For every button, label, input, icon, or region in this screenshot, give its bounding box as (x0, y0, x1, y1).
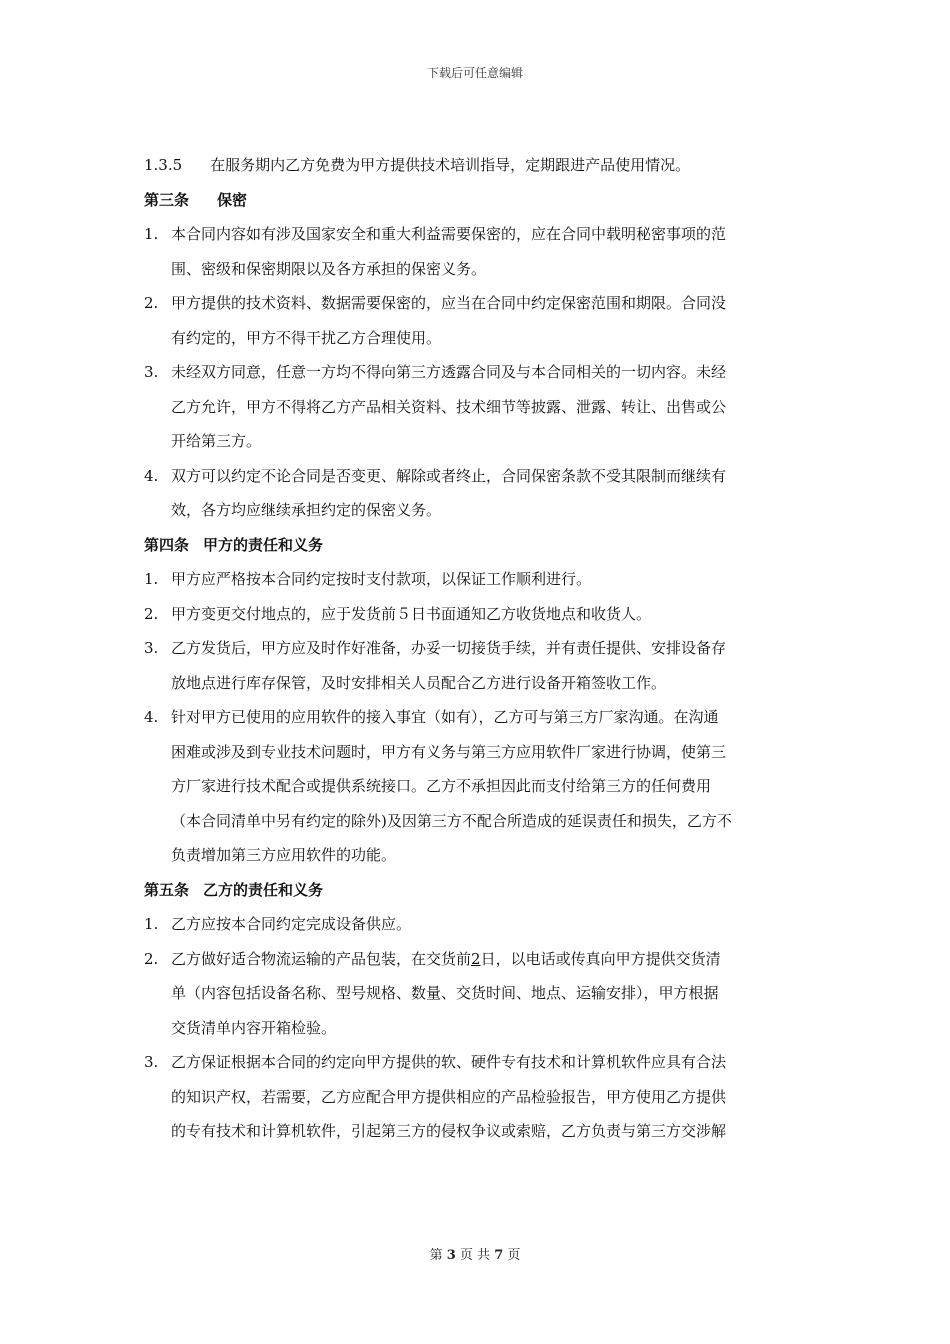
item-text: （本合同清单中另有约定的除外)及因第三方不配合所造成的延误责任和损失，乙方不 (171, 811, 732, 830)
article-4-item-2 (144, 597, 814, 632)
item-text: 负责增加第三方应用软件的功能。 (171, 846, 397, 864)
item-number: 2. (144, 294, 159, 312)
clause-1-3-5 (144, 148, 814, 183)
item-text: 的知识产权，若需要，乙方应配合甲方提供相应的产品检验报告，甲方使用乙方提供 (171, 1087, 727, 1106)
clause-number: 1.3.5 (144, 156, 183, 174)
item-text: 乙方做好适合物流运输的产品包装，在交货前 (171, 949, 472, 968)
article-3-heading (144, 183, 814, 218)
article-title: 保密 (217, 190, 248, 209)
article-number: 第五条 (144, 880, 190, 899)
page-total: 7 (494, 1248, 504, 1263)
item-number: 4. (144, 708, 159, 726)
page-number: 3 (446, 1248, 456, 1263)
delivery-days-value: 2 (471, 949, 481, 968)
footer-mid: 页 共 (459, 1248, 491, 1263)
item-text: 乙方发货后，甲方应及时作好准备，办妥一切接货手续，并有责任提供、安排设备存 (171, 639, 727, 657)
article-4-item-1 (144, 562, 814, 597)
article-5-item-3 (144, 1045, 814, 1149)
article-3-item-2 (144, 286, 814, 355)
item-number: 2. (144, 604, 159, 623)
article-number: 第四条 (144, 535, 190, 554)
item-number: 1. (144, 225, 159, 243)
article-number: 第三条 (144, 190, 190, 209)
item-text: 开给第三方。 (171, 432, 262, 450)
article-5-heading (144, 873, 814, 908)
article-3-item-1 (144, 217, 814, 286)
item-text: 针对甲方已使用的应用软件的接入事宜（如有），乙方可与第三方厂家沟通。在沟通 (171, 708, 719, 726)
item-text: 效，各方均应继续承担约定的保密义务。 (171, 501, 442, 519)
article-5-item-1 (144, 907, 814, 942)
item-text: 未经双方同意，任意一方均不得向第三方透露合同及与本合同相关的一切内容。未经 (171, 363, 727, 381)
article-4-heading (144, 528, 814, 563)
clause-text: 在服务期内乙方免费为甲方提供技术培训指导，定期跟进产品使用情况。 (210, 156, 691, 174)
item-number: 3. (144, 1053, 159, 1071)
item-text: 乙方保证根据本合同的约定向甲方提供的软、硬件专有技术和计算机软件应具有合法 (171, 1053, 727, 1071)
item-number: 1. (144, 570, 159, 588)
item-number: 3. (144, 363, 159, 381)
item-text: 困难或涉及到专业技术问题时，甲方有义务与第三方应用软件厂家进行协调，使第三 (171, 742, 727, 761)
article-3-item-3 (144, 355, 814, 459)
item-text: 甲方变更交付地点的，应于发货前５日书面通知乙方收货地点和收货人。 (171, 604, 652, 623)
item-text: 方厂家进行技术配合或提供系统接口。乙方不承担因此而支付给第三方的任何费用 (171, 777, 712, 795)
page-footer (0, 1244, 950, 1263)
footer-suffix: 页 (507, 1248, 521, 1263)
article-title: 甲方的责任和义务 (203, 535, 324, 554)
item-text: 放地点进行库存保管，及时安排相关人员配合乙方进行设备开箱签收工作。 (171, 673, 667, 692)
item-number: 3. (144, 639, 159, 657)
item-text: 围、密级和保密期限以及各方承担的保密义务。 (171, 259, 487, 278)
item-text: 日，以电话或传真向甲方提供交货清 (480, 949, 721, 968)
article-4-item-3 (144, 631, 814, 700)
item-text: 甲方应严格按本合同约定按时支付款项，以保证工作顺利进行。 (171, 570, 592, 588)
item-text: 交货清单内容开箱检验。 (171, 1018, 337, 1037)
item-text: 单（内容包括设备名称、型号规格、数量、交货时间、地点、运输安排），甲方根据 (171, 984, 719, 1002)
document-body (144, 148, 814, 1149)
item-text: 双方可以约定不论合同是否变更、解除或者终止，合同保密条款不受其限制而继续有 (171, 466, 727, 485)
page-header: 下载后可任意编辑 (426, 66, 523, 80)
item-text: 乙方允许，甲方不得将乙方产品相关资料、技术细节等披露、泄露、转让、出售或公 (171, 397, 727, 416)
item-text: 本合同内容如有涉及国家安全和重大利益需要保密的，应在合同中载明秘密事项的范 (171, 225, 727, 243)
item-text: 有约定的，甲方不得干扰乙方合理使用。 (171, 328, 442, 347)
article-4-item-4 (144, 700, 814, 873)
item-text: 甲方提供的技术资料、数据需要保密的，应当在合同中约定保密范围和期限。合同没 (171, 294, 727, 312)
article-title: 乙方的责任和义务 (203, 880, 324, 899)
item-number: 4. (144, 466, 159, 485)
item-number: 2. (144, 949, 159, 968)
item-text: 的专有技术和计算机软件，引起第三方的侵权争议或索赔，乙方负责与第三方交涉解 (171, 1122, 727, 1140)
article-5-item-2 (144, 942, 814, 1046)
item-number: 1. (144, 915, 159, 933)
item-text: 乙方应按本合同约定完成设备供应。 (171, 915, 412, 933)
footer-prefix: 第 (429, 1248, 443, 1263)
article-3-item-4 (144, 459, 814, 528)
